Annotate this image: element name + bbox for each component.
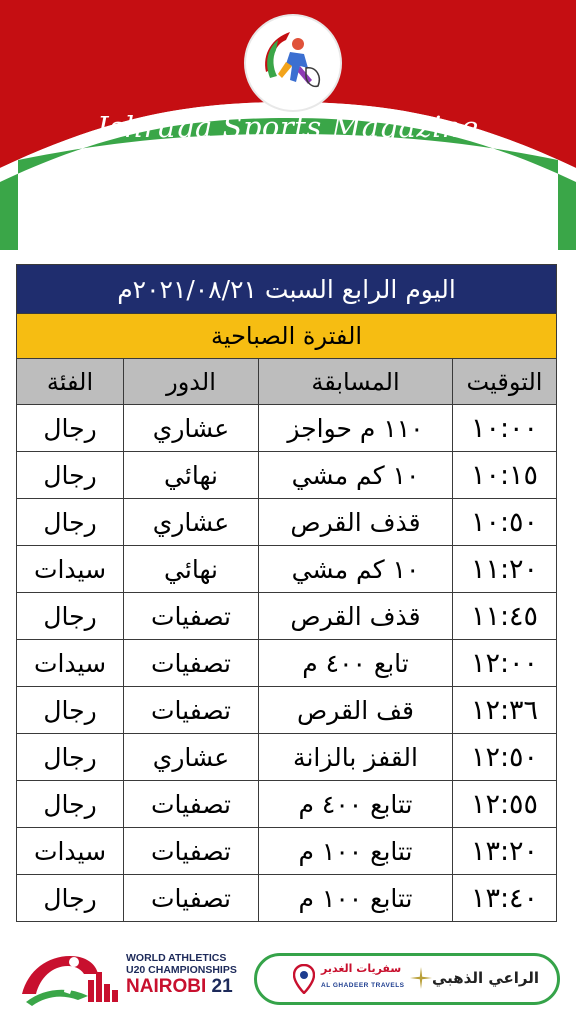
event-cell: تتابع ٤٠٠ م (259, 781, 453, 828)
round-cell: نهائي (124, 452, 259, 499)
table-row (17, 875, 557, 922)
category-cell: رجال (17, 593, 124, 640)
round-cell: عشاري (124, 499, 259, 546)
event-cell: القفز بالزانة (259, 734, 453, 781)
column-header-event: المسابقة (259, 359, 453, 405)
table-row (17, 640, 557, 687)
round-cell: عشاري (124, 734, 259, 781)
category-cell: رجال (17, 499, 124, 546)
sponsor-label: الراعي الذهبي (431, 969, 539, 987)
period-label: الفترة الصباحية (17, 314, 557, 359)
runner-logo-icon (246, 16, 340, 110)
magazine-title: Ishraqa Sports Magazine (97, 110, 479, 144)
map-pin-icon (293, 964, 315, 994)
time-cell: ١١:٤٥ (453, 593, 557, 640)
event-cell: قف القرص (259, 687, 453, 734)
column-header-time: التوقيت (453, 359, 557, 405)
column-header-round: الدور (124, 359, 259, 405)
round-cell: تصفيات (124, 781, 259, 828)
category-cell: سيدات (17, 640, 124, 687)
round-cell: تصفيات (124, 875, 259, 922)
table-header-row (17, 359, 557, 405)
table-row (17, 687, 557, 734)
event-cell: تتابع ١٠٠ م (259, 875, 453, 922)
schedule-table (16, 264, 557, 922)
event-cell: تابع ٤٠٠ م (259, 640, 453, 687)
category-cell: سيدات (17, 828, 124, 875)
round-cell: تصفيات (124, 687, 259, 734)
table-row (17, 828, 557, 875)
time-cell: ١٢:٥٠ (453, 734, 557, 781)
time-cell: ١٢:٥٥ (453, 781, 557, 828)
category-cell: رجال (17, 875, 124, 922)
time-cell: ١٣:٢٠ (453, 828, 557, 875)
round-cell: تصفيات (124, 640, 259, 687)
time-cell: ١٢:٠٠ (453, 640, 557, 687)
event-cell: ١٠ كم مشي (259, 452, 453, 499)
table-row (17, 405, 557, 452)
period-row (17, 314, 557, 359)
time-cell: ١٢:٣٦ (453, 687, 557, 734)
time-cell: ١٠:١٥ (453, 452, 557, 499)
time-cell: ١٠:٥٠ (453, 499, 557, 546)
table-row (17, 593, 557, 640)
wa-championship-text (126, 952, 256, 998)
round-cell: تصفيات (124, 593, 259, 640)
time-cell: ١١:٢٠ (453, 546, 557, 593)
event-cell: قذف القرص (259, 499, 453, 546)
wa-city (126, 976, 256, 998)
sponsor-badge (254, 953, 560, 1005)
wa-city-name: NAIROBI (126, 976, 207, 997)
column-header-category: الفئة (17, 359, 124, 405)
table-row (17, 781, 557, 828)
wa-line1: WORLD ATHLETICS (126, 952, 227, 964)
round-cell: عشاري (124, 405, 259, 452)
wa-line2: U20 CHAMPIONSHIPS (126, 964, 237, 976)
event-cell: تتابع ١٠٠ م (259, 828, 453, 875)
category-cell: رجال (17, 781, 124, 828)
category-cell: سيدات (17, 546, 124, 593)
header-banner (0, 0, 576, 250)
event-cell: قذف القرص (259, 593, 453, 640)
travel-company-arabic: سفريات الغدير (321, 962, 402, 975)
time-cell: ١٠:٠٠ (453, 405, 557, 452)
category-cell: رجال (17, 405, 124, 452)
schedule-title-row (17, 265, 557, 314)
wa-year: 21 (211, 976, 233, 997)
event-cell: ١٠ كم مشي (259, 546, 453, 593)
time-cell: ١٣:٤٠ (453, 875, 557, 922)
schedule-title: اليوم الرابع السبت ٢٠٢١/٠٨/٢١م (17, 265, 557, 314)
event-cell: ١١٠ م حواجز (259, 405, 453, 452)
star-icon (409, 966, 433, 990)
category-cell: رجال (17, 687, 124, 734)
table-row (17, 452, 557, 499)
round-cell: نهائي (124, 546, 259, 593)
table-row (17, 499, 557, 546)
table-row (17, 734, 557, 781)
category-cell: رجال (17, 734, 124, 781)
table-row (17, 546, 557, 593)
round-cell: تصفيات (124, 828, 259, 875)
travel-company-english: AL GHADEER TRAVELS (321, 982, 405, 989)
category-cell: رجال (17, 452, 124, 499)
wa-runner-logo-icon (18, 944, 122, 1016)
